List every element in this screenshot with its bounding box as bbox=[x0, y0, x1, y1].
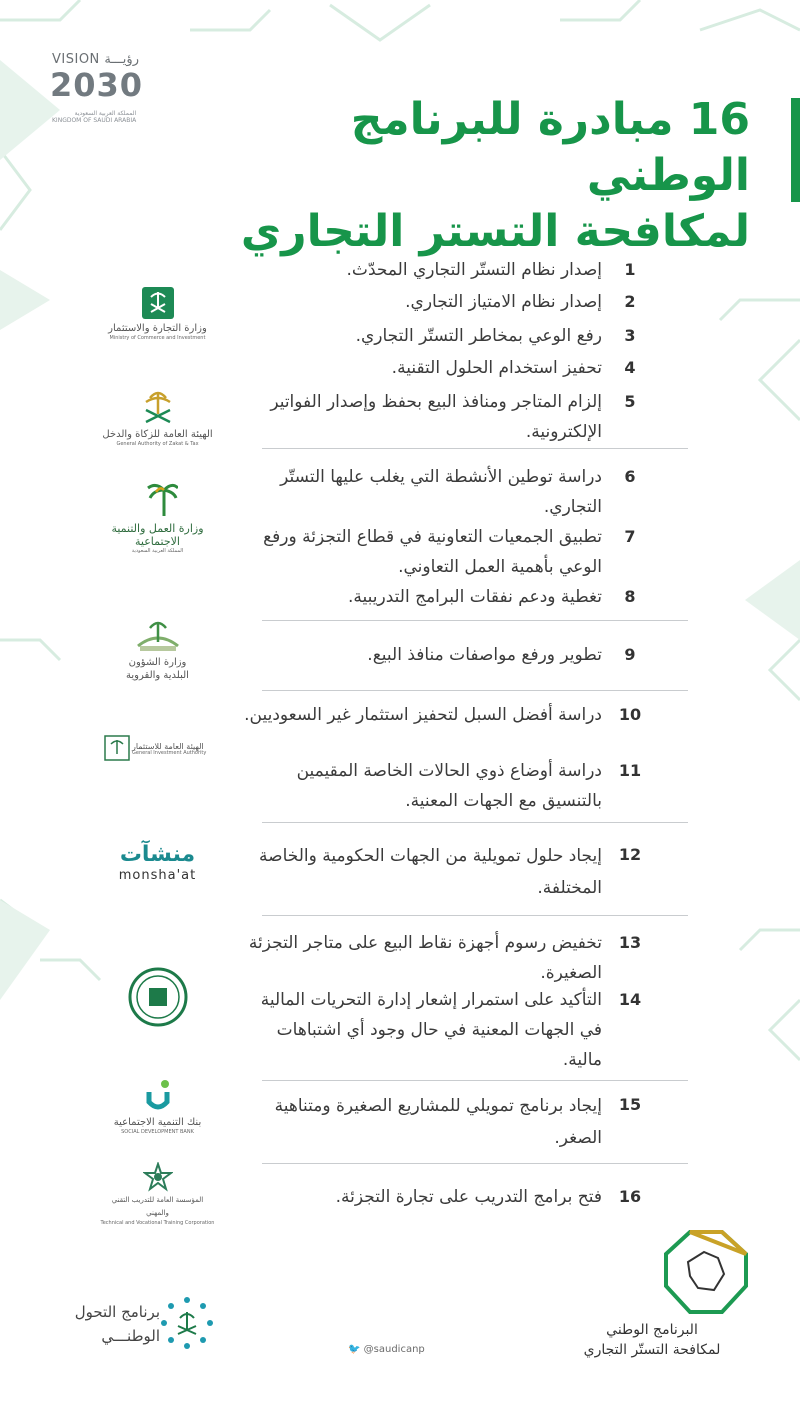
logo-ministry-commerce bbox=[100, 286, 215, 342]
twitter-handle[interactable] bbox=[348, 1344, 425, 1355]
logo-ministry-municipal bbox=[100, 616, 215, 682]
initiative-text: تغطية ودعم نفقات البرامج التدريبية. bbox=[348, 587, 602, 607]
palm-tree-icon bbox=[138, 482, 178, 520]
logo-zakat-en: General Authority of Zakat & Tax bbox=[116, 441, 199, 447]
initiative-number: 7 bbox=[624, 527, 636, 546]
national-program-label bbox=[552, 1320, 752, 1360]
twitter-handle-text: @saudicanp bbox=[363, 1344, 425, 1355]
initiative-text: إصدار نظام الامتياز التجاري. bbox=[405, 292, 602, 312]
logo-investment-en: General Investment Authority bbox=[132, 750, 207, 756]
ntp-emblem-icon bbox=[160, 1296, 214, 1350]
initiative-number: 8 bbox=[624, 587, 636, 606]
section-divider bbox=[262, 915, 688, 916]
initiative-item bbox=[255, 840, 800, 902]
initiative-number: 1 bbox=[624, 260, 636, 279]
initiative-text: رفع الوعي بمخاطر التستّر التجاري. bbox=[355, 326, 602, 346]
logo-sama bbox=[100, 966, 215, 1028]
initiative-item bbox=[255, 640, 800, 680]
logo-municipal-ar: وزارة الشؤون البلدية والقروية bbox=[126, 657, 189, 681]
initiative-number: 5 bbox=[624, 392, 636, 411]
saudi-map-octagon-icon bbox=[660, 1228, 752, 1316]
initiative-number: 11 bbox=[618, 761, 642, 780]
logo-ministry-labor bbox=[100, 482, 215, 555]
initiative-text: دراسة أوضاع ذوي الحالات الخاصة المقيمين بالتنسيق مع الجهات المعنية. bbox=[296, 761, 602, 811]
sdb-mark-icon bbox=[141, 1078, 175, 1114]
initiative-number: 16 bbox=[618, 1187, 642, 1206]
initiative-number: 3 bbox=[624, 326, 636, 345]
initiative-text: إلزام المتاجر ومنافذ البيع بحفظ وإصدار الفواتير الإلكترونية. bbox=[270, 392, 602, 442]
logo-zakat-ar: الهيئة العامة للزكاة والدخل bbox=[102, 429, 213, 440]
tvtc-star-icon bbox=[143, 1162, 173, 1192]
logo-zakat-authority bbox=[100, 386, 215, 448]
logo-investment-ar: الهيئة العامة للاستثمار bbox=[132, 742, 204, 751]
logo-labor-ar: وزارة العمل والتنمية الاجتماعية bbox=[111, 522, 204, 548]
section-divider bbox=[262, 1163, 688, 1164]
logo-tvtc-en: Technical and Vocational Training Corporation bbox=[100, 1220, 215, 1226]
section-divider bbox=[262, 1080, 688, 1081]
initiative-number: 13 bbox=[618, 933, 642, 952]
title-line-1: 16 مبادرة للبرنامج الوطني bbox=[350, 94, 750, 201]
palm-swords-icon bbox=[138, 386, 178, 426]
initiative-item bbox=[255, 522, 800, 582]
logo-sdb-ar: بنك التنمية الاجتماعية bbox=[113, 1117, 202, 1128]
vision-sub-ar: المملكة العربية السعودية bbox=[74, 110, 137, 117]
vision-sub-en: KINGDOM OF SAUDI ARABIA bbox=[52, 117, 137, 124]
twitter-bird-icon: 🐦 bbox=[348, 1344, 361, 1355]
program-line-1: البرنامج الوطني bbox=[606, 1322, 698, 1338]
initiative-number: 2 bbox=[624, 292, 636, 311]
sama-seal-icon bbox=[127, 966, 189, 1028]
monshaat-en: monsha'at bbox=[118, 868, 197, 883]
initiative-item bbox=[255, 582, 800, 622]
vision-2030-logo bbox=[40, 52, 170, 132]
vision-number: 2030 bbox=[50, 66, 144, 104]
monshaat-wordmark: منشآت bbox=[119, 842, 196, 867]
initiative-item bbox=[255, 756, 800, 816]
ntp-line-2: الوطنـــي bbox=[101, 1327, 160, 1345]
initiative-item bbox=[255, 462, 800, 522]
ntp-line-1: برنامج التحول bbox=[74, 1303, 160, 1321]
section-divider bbox=[262, 690, 688, 691]
section-divider bbox=[262, 448, 688, 449]
initiative-text: دراسة أفضل السبل لتحفيز استثمار غير السعوديين. bbox=[244, 705, 602, 725]
logo-investment-authority bbox=[100, 734, 215, 762]
initiative-text: إصدار نظام التستّر التجاري المحدّث. bbox=[346, 260, 602, 280]
program-line-2: لمكافحة التستّر التجاري bbox=[583, 1342, 721, 1358]
ntp-label bbox=[48, 1300, 160, 1348]
initiative-item bbox=[248, 928, 800, 988]
initiative-text: فتح برامج التدريب على تجارة التجزئة. bbox=[335, 1187, 602, 1207]
initiative-number: 15 bbox=[618, 1095, 642, 1114]
initiative-text: تطبيق الجمعيات التعاونية في قطاع التجزئة ورفع الوعي بأهمية العمل التعاوني. bbox=[263, 527, 602, 577]
logo-tvtc bbox=[100, 1162, 215, 1227]
initiative-number: 9 bbox=[624, 645, 636, 664]
saudi-emblem-icon bbox=[141, 286, 175, 320]
initiative-item bbox=[255, 1090, 800, 1152]
initiative-number: 6 bbox=[624, 467, 636, 486]
title-line-2: لمكافحة التستر التجاري bbox=[240, 206, 750, 257]
initiative-number: 10 bbox=[618, 705, 642, 724]
logo-commerce-ar: وزارة التجارة والاستثمار bbox=[108, 323, 207, 334]
vision-subtitle bbox=[52, 110, 136, 124]
palm-wall-icon bbox=[134, 616, 182, 654]
initiative-text: إيجاد برنامج تمويلي للمشاريع الصغيرة ومتناهية الصغر. bbox=[274, 1096, 602, 1148]
initiative-item bbox=[255, 387, 800, 447]
logo-monshaat bbox=[100, 842, 215, 883]
initiative-number: 12 bbox=[618, 845, 642, 864]
initiative-text: تطوير ورفع مواصفات منافذ البيع. bbox=[367, 645, 602, 665]
logo-labor-sub: المملكة العربية السعودية bbox=[131, 548, 184, 554]
logo-commerce-en: Ministry of Commerce and Investment bbox=[109, 335, 206, 341]
vision-label: VISION رؤيـــة bbox=[52, 52, 139, 67]
logo-sdb-en: SOCIAL DEVELOPMENT BANK bbox=[121, 1129, 194, 1135]
section-divider bbox=[262, 822, 688, 823]
initiative-text: التأكيد على استمرار إشعار إدارة التحريات المالية في الجهات المعنية في حال وجود أي اشتباهات مالية. bbox=[260, 990, 602, 1070]
initiative-item bbox=[255, 1182, 800, 1222]
initiative-item bbox=[244, 700, 800, 760]
logo-tvtc-ar: المؤسسة العامة للتدريب التقني والمهني bbox=[111, 1196, 204, 1217]
initiative-text: دراسة توطين الأنشطة التي يغلب عليها التستّر التجاري. bbox=[280, 467, 602, 517]
initiative-text: إيجاد حلول تمويلية من الجهات الحكومية والخاصة المختلفة. bbox=[259, 846, 602, 898]
initiative-text: تحفيز استخدام الحلول التقنية. bbox=[391, 358, 602, 378]
page-title bbox=[190, 92, 750, 260]
logo-social-development-bank bbox=[100, 1078, 215, 1136]
initiative-number: 14 bbox=[618, 990, 642, 1009]
title-accent-bar bbox=[791, 98, 800, 202]
initiative-item bbox=[255, 985, 800, 1075]
initiative-number: 4 bbox=[624, 358, 636, 377]
initiative-text: تخفيض رسوم أجهزة نقاط البيع على متاجر التجزئة الصغيرة. bbox=[248, 933, 602, 983]
